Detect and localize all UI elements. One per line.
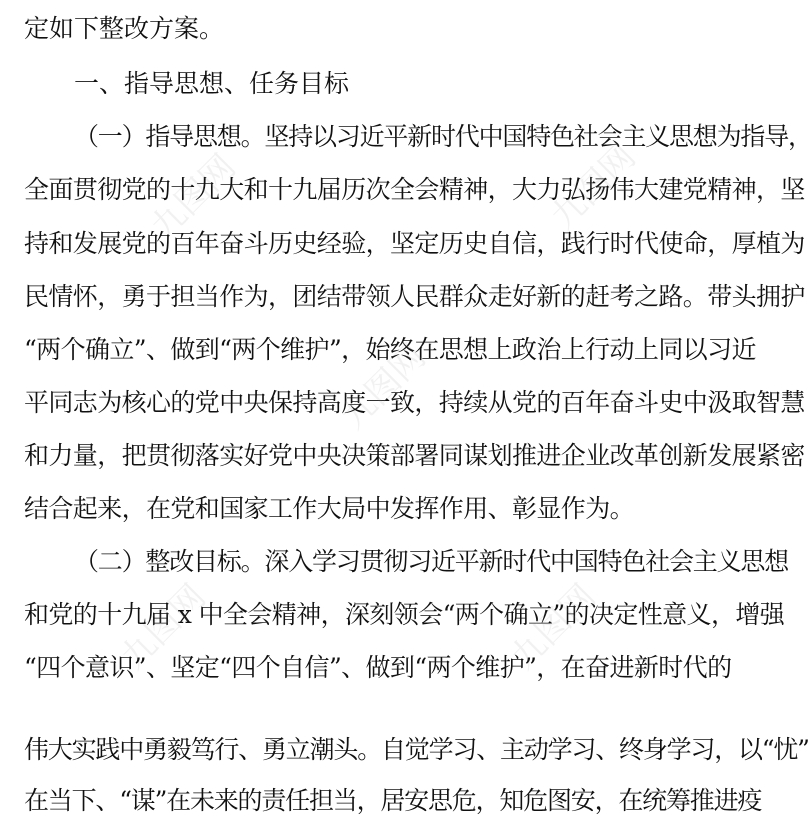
text-line-4: 全面贯彻党的十九大和十九届历次全会精神，大力弘扬伟大建党精神，坚 [24,175,805,204]
watermark: 九图网 [113,576,214,678]
watermark: 九图网 [543,136,644,238]
text-line-9: 和力量，把贯彻落实好党中央决策部署同谋划推进企业改革创新发展紧密 [24,441,805,470]
watermark: 九图网 [143,146,244,248]
watermark: 九图网 [333,336,434,438]
text-line-11: （二）整改目标。深入学习贯彻习近平新时代中国特色社会主义思想 [74,547,789,576]
text-line-10: 结合起来，在党和国家工作大局中发挥作用、彰显作为。 [24,494,635,523]
text-line-5: 持和发展党的百年奋斗历史经验，坚定历史自信，践行时代使命，厚植为 [24,229,805,258]
watermark: 九图网 [503,576,604,678]
text-line-14: 伟大实践中勇毅笃行、勇立潮头。自觉学习、主动学习、终身学习，以“忧” [24,735,809,764]
text-line-3: （一）指导思想。坚持以习近平新时代中国特色社会主义思想为指导， [74,122,812,151]
text-line-6: 民情怀，勇于担当作为，团结带领人民群众走好新的赶考之路。带头拥护 [24,282,805,311]
section-heading-1: 一、指导思想、任务目标 [74,69,350,98]
text-line-8: 平同志为核心的党中央保持高度一致，持续从党的百年奋斗史中汲取智慧 [24,388,805,417]
text-line-15: 在当下、“谋”在未来的责任担当，居安思危，知危图安，在统筹推进疫 [24,786,762,815]
text-line-12: 和党的十九届 x 中全会精神，深刻领会“两个确立”的决定性意义，增强 [24,600,785,629]
text-line-7: “两个确立”、做到“两个维护”，始终在思想上政治上行动上同以习近 [24,335,756,364]
text-line-1: 定如下整改方案。 [24,14,225,43]
text-line-13: “四个意识”、坚定“四个自信”、做到“两个维护”，在奋进新时代的 [24,653,732,682]
